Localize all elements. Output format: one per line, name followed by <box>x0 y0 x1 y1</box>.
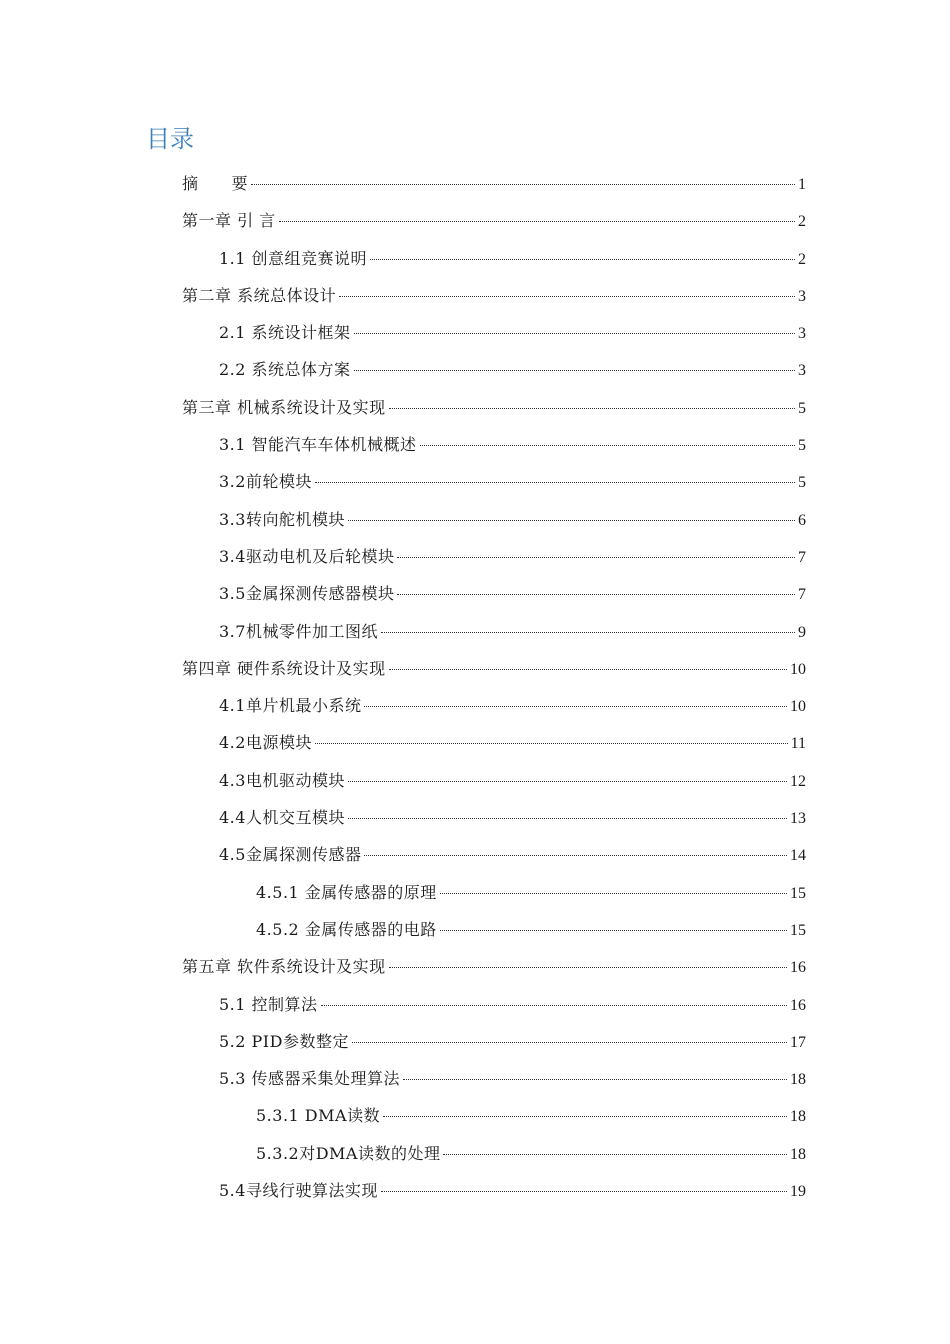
toc-entry-page-number: 5 <box>798 399 806 417</box>
toc-entry-page-number: 2 <box>798 213 806 231</box>
toc-entry-page-number: 18 <box>790 1145 806 1163</box>
toc-entry-page-number: 2 <box>798 250 806 268</box>
toc-entry[interactable] <box>0 463 950 500</box>
toc-entry-label: 3.3转向舵机模块 <box>219 509 345 529</box>
toc-entry-page-number: 11 <box>790 735 806 753</box>
toc-list <box>0 165 950 1209</box>
dot-leader <box>354 333 795 334</box>
toc-entry-page-number: 16 <box>790 959 806 977</box>
toc-entry[interactable] <box>0 1135 950 1172</box>
toc-entry[interactable] <box>0 575 950 612</box>
dot-leader <box>383 1116 787 1117</box>
toc-entry[interactable] <box>0 277 950 314</box>
toc-entry[interactable] <box>0 836 950 873</box>
toc-entry-label: 4.1单片机最小系统 <box>219 696 362 716</box>
toc-entry[interactable] <box>0 202 950 239</box>
toc-entry[interactable] <box>0 948 950 985</box>
dot-leader <box>348 818 787 819</box>
dot-leader <box>389 408 795 409</box>
toc-entry-page-number: 18 <box>790 1071 806 1089</box>
toc-entry[interactable] <box>0 1060 950 1097</box>
dot-leader <box>364 706 787 707</box>
dot-leader <box>364 855 787 856</box>
dot-leader <box>348 520 795 521</box>
dot-leader <box>354 370 795 371</box>
toc-entry-label: 3.4驱动电机及后轮模块 <box>219 546 395 566</box>
toc-entry-page-number: 15 <box>790 884 806 902</box>
toc-entry-page-number: 19 <box>790 1183 806 1201</box>
dot-leader <box>381 632 795 633</box>
toc-entry-page-number: 13 <box>790 810 806 828</box>
toc-entry-page-number: 3 <box>798 287 806 305</box>
dot-leader <box>420 445 795 446</box>
toc-entry-page-number: 5 <box>798 437 806 455</box>
toc-entry-label: 第一章 引 言 <box>182 211 276 231</box>
toc-entry-label: 3.1 智能汽车车体机械概述 <box>219 435 417 455</box>
toc-title: 目录 <box>146 125 194 153</box>
toc-entry-page-number: 15 <box>790 921 806 939</box>
toc-entry-page-number: 3 <box>798 362 806 380</box>
toc-entry-label: 5.3 传感器采集处理算法 <box>219 1069 401 1089</box>
dot-leader <box>403 1079 787 1080</box>
toc-entry[interactable] <box>0 911 950 948</box>
dot-leader <box>397 557 795 558</box>
toc-entry-label: 5.4寻线行驶算法实现 <box>219 1181 378 1201</box>
toc-entry[interactable] <box>0 426 950 463</box>
toc-entry-page-number: 12 <box>790 772 806 790</box>
toc-entry-page-number: 9 <box>798 623 806 641</box>
dot-leader <box>251 184 795 185</box>
dot-leader <box>370 259 795 260</box>
dot-leader <box>440 893 787 894</box>
dot-leader <box>339 296 795 297</box>
toc-entry-label: 5.2 PID参数整定 <box>219 1031 349 1051</box>
toc-entry[interactable] <box>0 1172 950 1209</box>
dot-leader <box>389 669 787 670</box>
toc-entry-page-number: 6 <box>798 511 806 529</box>
toc-entry-page-number: 1 <box>798 176 806 193</box>
toc-entry[interactable] <box>0 687 950 724</box>
toc-entry-label: 5.1 控制算法 <box>219 994 318 1014</box>
toc-entry[interactable] <box>0 613 950 650</box>
toc-entry[interactable] <box>0 799 950 836</box>
toc-entry-label: 第五章 软件系统设计及实现 <box>182 957 386 977</box>
toc-entry[interactable] <box>0 986 950 1023</box>
toc-entry-label: 3.5金属探测传感器模块 <box>219 584 395 604</box>
dot-leader <box>321 1005 787 1006</box>
toc-entry-label: 4.5.2 金属传感器的电路 <box>256 919 437 939</box>
toc-entry[interactable] <box>0 1097 950 1134</box>
toc-entry-label: 4.5.1 金属传感器的原理 <box>256 882 437 902</box>
toc-entry[interactable] <box>0 165 950 202</box>
toc-entry-label: 4.2电源模块 <box>219 733 312 753</box>
toc-entry[interactable] <box>0 314 950 351</box>
toc-entry-label: 5.3.1 DMA读数 <box>256 1106 381 1126</box>
toc-entry-page-number: 7 <box>798 548 806 566</box>
toc-entry-label: 4.5金属探测传感器 <box>219 845 362 865</box>
toc-entry[interactable] <box>0 351 950 388</box>
toc-entry-label: 2.1 系统设计框架 <box>219 323 351 343</box>
dot-leader <box>315 743 788 744</box>
toc-entry[interactable] <box>0 501 950 538</box>
dot-leader <box>440 930 787 931</box>
toc-entry[interactable] <box>0 650 950 687</box>
toc-entry[interactable] <box>0 762 950 799</box>
toc-entry-page-number: 3 <box>798 325 806 343</box>
toc-entry[interactable] <box>0 240 950 277</box>
toc-entry[interactable] <box>0 724 950 761</box>
dot-leader <box>389 967 787 968</box>
toc-entry[interactable] <box>0 389 950 426</box>
dot-leader <box>397 594 795 595</box>
toc-entry-label: 2.2 系统总体方案 <box>219 360 351 380</box>
toc-entry-label: 摘 要 <box>182 174 249 193</box>
toc-entry-page-number: 16 <box>790 996 806 1014</box>
toc-entry-page-number: 10 <box>790 660 806 678</box>
toc-entry-label: 3.2前轮模块 <box>219 472 312 492</box>
dot-leader <box>381 1191 787 1192</box>
toc-entry-label: 第四章 硬件系统设计及实现 <box>182 658 386 678</box>
toc-entry-label: 1.1 创意组竞赛说明 <box>219 248 368 268</box>
toc-entry-page-number: 5 <box>798 474 806 492</box>
toc-entry-label: 第二章 系统总体设计 <box>182 285 337 305</box>
toc-entry-page-number: 10 <box>790 698 806 716</box>
toc-entry-label: 3.7机械零件加工图纸 <box>219 621 378 641</box>
toc-entry-page-number: 7 <box>798 586 806 604</box>
dot-leader <box>348 781 787 782</box>
toc-entry[interactable] <box>0 538 950 575</box>
toc-entry-page-number: 14 <box>790 847 806 865</box>
toc-entry[interactable] <box>0 1023 950 1060</box>
toc-entry-page-number: 17 <box>790 1033 806 1051</box>
toc-entry-label: 5.3.2对DMA读数的处理 <box>256 1143 441 1163</box>
toc-entry-label: 4.4人机交互模块 <box>219 808 345 828</box>
toc-entry-label: 4.3电机驱动模块 <box>219 770 345 790</box>
toc-entry[interactable] <box>0 874 950 911</box>
toc-entry-page-number: 18 <box>790 1108 806 1126</box>
toc-entry-label: 第三章 机械系统设计及实现 <box>182 397 386 417</box>
dot-leader <box>443 1154 787 1155</box>
dot-leader <box>352 1042 787 1043</box>
dot-leader <box>279 221 795 222</box>
dot-leader <box>315 482 795 483</box>
